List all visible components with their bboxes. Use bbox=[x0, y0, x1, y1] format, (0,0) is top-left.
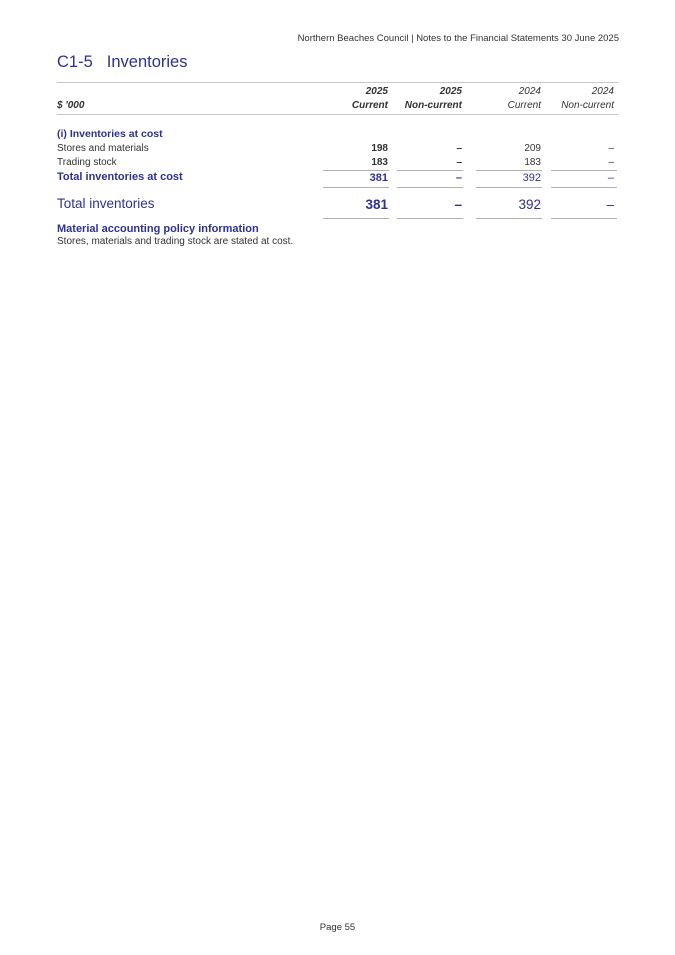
row-value: – bbox=[608, 143, 614, 154]
policy-section bbox=[57, 222, 293, 248]
table-row bbox=[57, 156, 618, 170]
subtotal-value: – bbox=[455, 172, 462, 184]
col1-type: Current bbox=[351, 100, 388, 111]
col4-year: 2024 bbox=[591, 86, 614, 97]
column-rule bbox=[323, 218, 389, 219]
col3-year: 2024 bbox=[518, 86, 541, 97]
section-number: C1-5 bbox=[57, 53, 93, 71]
total-label: Total inventories bbox=[57, 196, 155, 211]
column-rule bbox=[476, 187, 542, 188]
row-label: Trading stock bbox=[57, 157, 117, 168]
total-value: – bbox=[454, 197, 462, 212]
subtotal-value: – bbox=[607, 172, 614, 184]
column-rule bbox=[397, 187, 463, 188]
subtotal-value: 392 bbox=[522, 172, 541, 184]
col2-year: 2025 bbox=[439, 86, 462, 97]
header-row-years bbox=[57, 86, 618, 100]
table-subheading: (i) Inventories at cost bbox=[57, 128, 163, 140]
row-label: Stores and materials bbox=[57, 143, 149, 154]
column-rule bbox=[323, 187, 389, 188]
unit-label: $ '000 bbox=[57, 100, 85, 111]
subtotal-value: 381 bbox=[369, 172, 388, 184]
row-value: – bbox=[608, 157, 614, 168]
total-value: 381 bbox=[365, 197, 388, 212]
section-title bbox=[57, 53, 187, 72]
row-value: 198 bbox=[371, 143, 388, 154]
total-value: – bbox=[606, 197, 614, 212]
column-rule bbox=[397, 218, 463, 219]
row-value: – bbox=[456, 157, 462, 168]
total-value: 392 bbox=[518, 197, 541, 212]
col3-type: Current bbox=[507, 100, 541, 111]
row-value: – bbox=[456, 143, 462, 154]
subtotal-label: Total inventories at cost bbox=[57, 171, 183, 183]
header-divider bbox=[57, 114, 618, 115]
subtotal-row bbox=[57, 170, 618, 188]
inventories-table bbox=[57, 82, 618, 219]
total-row bbox=[57, 193, 618, 219]
column-rule bbox=[476, 218, 542, 219]
section-name: Inventories bbox=[106, 53, 188, 71]
row-value: 183 bbox=[524, 157, 541, 168]
header-row-types bbox=[57, 100, 618, 114]
document-header: Northern Beaches Council | Notes to the Financial Statements 30 June 2025 bbox=[297, 33, 619, 44]
row-value: 183 bbox=[371, 157, 388, 168]
col4-type: Non-current bbox=[561, 100, 614, 111]
row-value: 209 bbox=[524, 143, 541, 154]
column-rule bbox=[551, 218, 617, 219]
policy-text: Stores, materials and trading stock are stated at cost. bbox=[57, 236, 294, 247]
col2-type: Non-current bbox=[404, 100, 462, 111]
table-row bbox=[57, 142, 618, 156]
policy-title: Material accounting policy information bbox=[57, 223, 259, 235]
column-rule bbox=[551, 187, 617, 188]
page-number: Page 55 bbox=[319, 922, 356, 933]
col1-year: 2025 bbox=[365, 86, 388, 97]
